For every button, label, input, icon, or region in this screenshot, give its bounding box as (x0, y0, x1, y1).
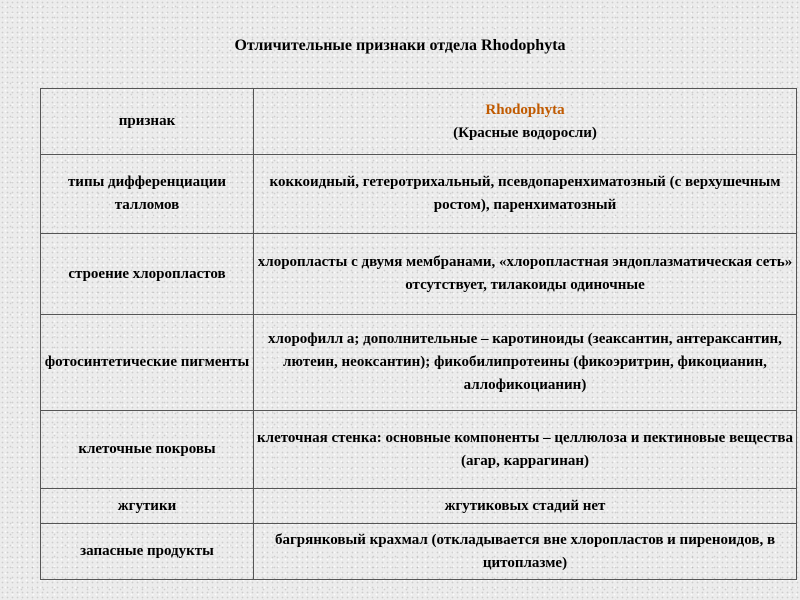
table-row (41, 315, 797, 411)
table-row (41, 234, 797, 315)
value-cell: коккоидный, гетеротрихальный, псевдопаренхиматозный (с верхушечным ростом), паренхиматозный (254, 155, 797, 234)
feature-cell: жгутики (41, 489, 254, 524)
feature-cell: запасные продукты (41, 524, 254, 580)
feature-cell: строение хлоропластов (41, 234, 254, 315)
value-cell: жгутиковых стадий нет (254, 489, 797, 524)
table-header-row (41, 89, 797, 155)
value-cell: клеточная стенка: основные компоненты – целлюлоза и пектиновые вещества (агар, каррагинан) (254, 411, 797, 489)
header-feature-cell: признак (41, 89, 254, 155)
feature-cell: фотосинтетические пигменты (41, 315, 254, 411)
table-row (41, 524, 797, 580)
feature-cell: клеточные покровы (41, 411, 254, 489)
page-title: Отличительные признаки отдела Rhodophyta (234, 37, 566, 54)
value-cell: хлоропласты с двумя мембранами, «хлоропластная эндоплазматическая сеть» отсутствует, тилакоиды одиночные (254, 234, 797, 315)
table-row (41, 489, 797, 524)
value-cell: багрянковый крахмал (откладывается вне хлоропластов и пиреноидов, в цитоплазме) (254, 524, 797, 580)
header-division-cell (254, 89, 797, 155)
value-cell: хлорофилл а; дополнительные – каротиноиды (зеаксантин, антераксантин, лютеин, неоксантин); фикобилипротеины (фикоэритрин, фикоцианин, аллофикоцианин) (254, 315, 797, 411)
division-name: Rhodophyta (485, 101, 565, 118)
division-common-name: (Красные водоросли) (453, 124, 597, 141)
features-table (40, 88, 797, 580)
table-row (41, 155, 797, 234)
table-row (41, 411, 797, 489)
feature-cell: типы дифференциации талломов (41, 155, 254, 234)
